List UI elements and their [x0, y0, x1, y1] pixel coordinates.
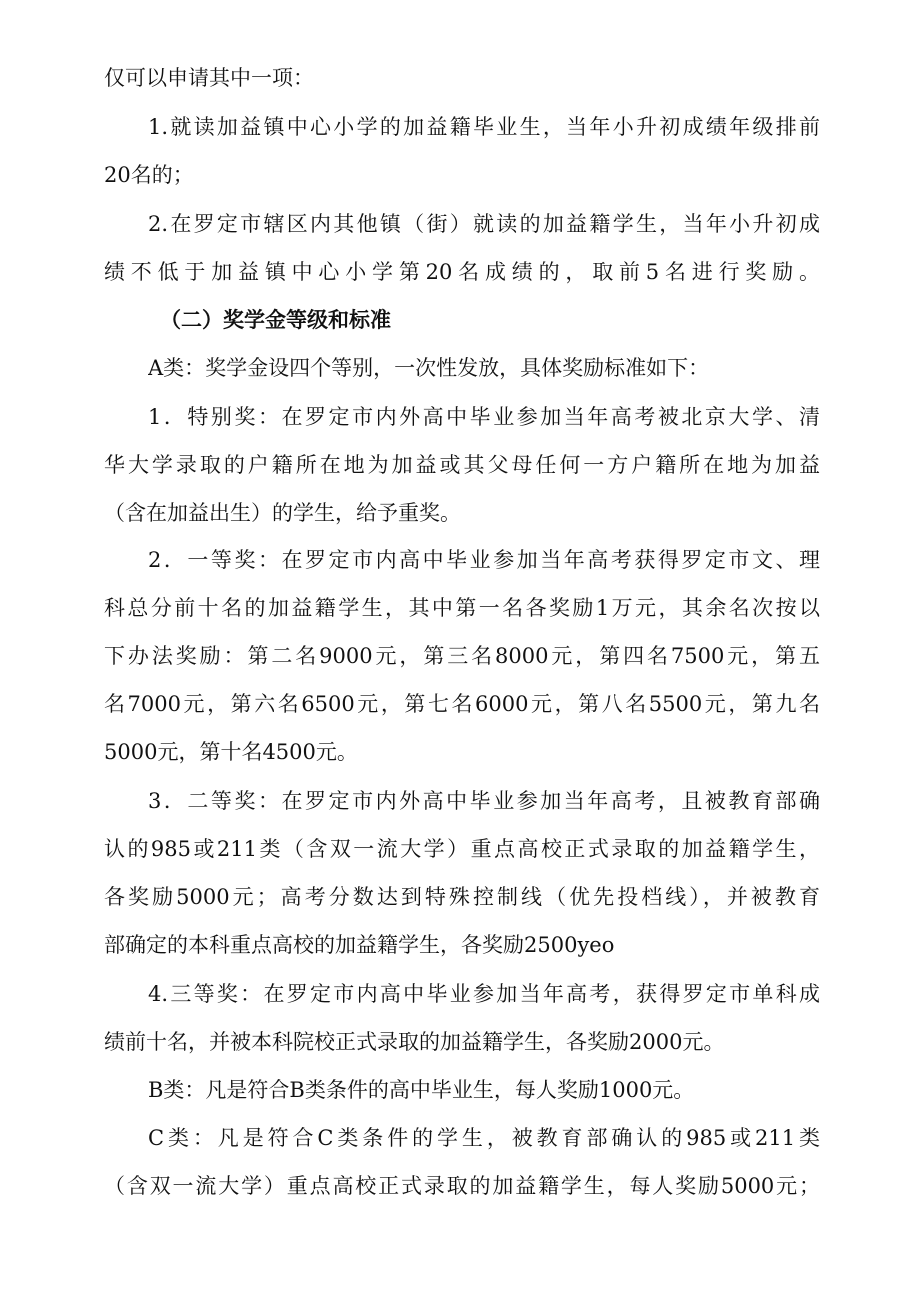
text-line: 1.就读加益镇中心小学的加益籍毕业生，当年小升初成绩年级排前 [148, 115, 820, 139]
text-line: 科总分前十名的加益籍学生，其中第一名各奖励1万元，其余名次按以 [104, 596, 820, 620]
section-heading: （二）奖学金等级和标准 [160, 307, 391, 332]
text-line: 5000元，第十名4500元。 [104, 740, 358, 764]
text-line: 华大学录取的户籍所在地为加益或其父母任何一方户籍所在地为加益 [104, 453, 820, 477]
text-line: 部确定的本科重点高校的加益籍学生，各奖励2500yeo [104, 933, 615, 957]
text-line: 2．一等奖：在罗定市内高中毕业参加当年高考获得罗定市文、理 [148, 548, 820, 572]
text-line: 20名的； [104, 163, 194, 187]
text-line: 下办法奖励：第二名9000元，第三名8000元，第四名7500元，第五 [104, 644, 820, 668]
text-line: 4.三等奖：在罗定市内高中毕业参加当年高考，获得罗定市单科成 [148, 982, 820, 1006]
text-line: A类：奖学金设四个等别，一次性发放，具体奖励标准如下： [148, 356, 710, 380]
text-line: （含双一流大学）重点高校正式录取的加益籍学生，每人奖励5000元； [104, 1174, 820, 1198]
text-line: 1．特别奖：在罗定市内外高中毕业参加当年高考被北京大学、清 [148, 405, 820, 429]
text-line: （含在加益出生）的学生，给予重奖。 [104, 501, 461, 525]
text-line: 2.在罗定市辖区内其他镇（街）就读的加益籍学生，当年小升初成 [148, 212, 820, 236]
text-line: 仅可以申请其中一项： [104, 66, 314, 90]
text-line: 名7000元，第六名6500元，第七名6000元，第八名5500元，第九名 [104, 692, 820, 716]
text-line: B类：凡是符合B类条件的高中毕业生，每人奖励1000元。 [148, 1078, 695, 1102]
text-line: 绩不低于加益镇中心小学第20名成绩的，取前5名进行奖励。 [104, 260, 820, 284]
text-line: 3．二等奖：在罗定市内外高中毕业参加当年高考，且被教育部确 [148, 789, 820, 813]
text-line: 认的985或211类（含双一流大学）重点高校正式录取的加益籍学生， [104, 837, 820, 861]
text-line: C类：凡是符合C类条件的学生，被教育部确认的985或211类 [148, 1126, 820, 1150]
text-line: 各奖励5000元；高考分数达到特殊控制线（优先投档线），并被教育 [104, 885, 820, 909]
text-line: 绩前十名，并被本科院校正式录取的加益籍学生，各奖励2000元。 [104, 1030, 725, 1054]
